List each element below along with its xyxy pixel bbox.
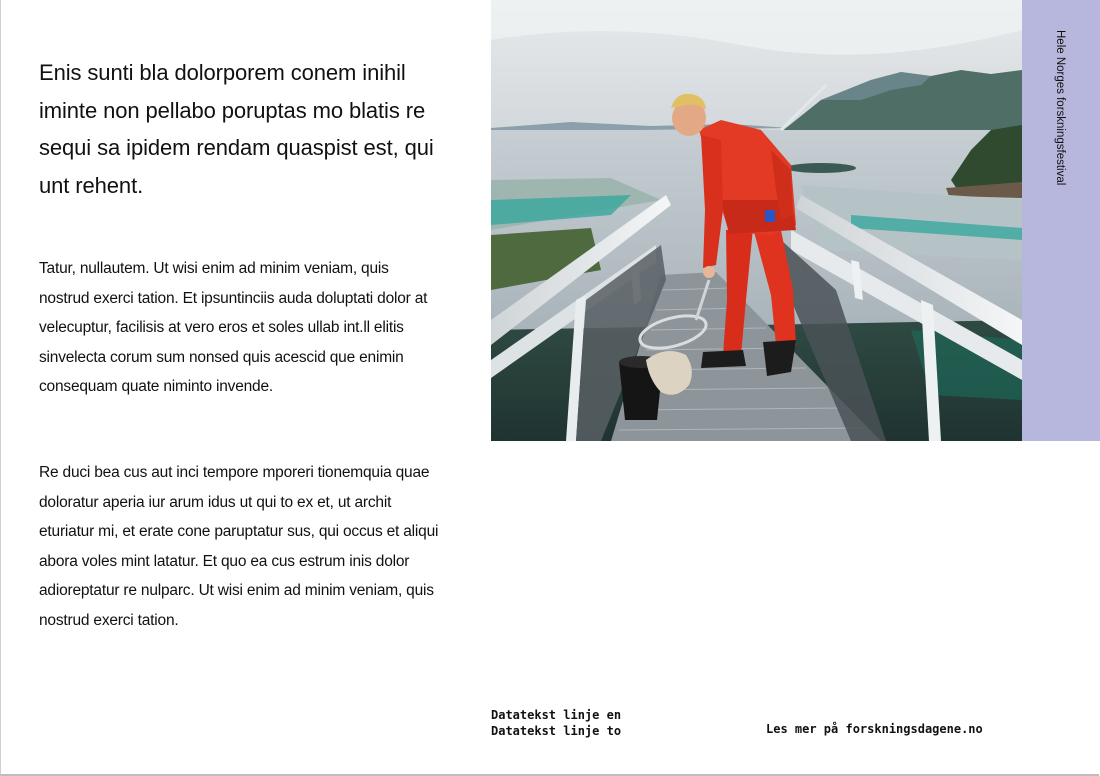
body-paragraph-2: Re duci bea cus aut inci tempore mporeri tionemquia quae doloratur aperia iur arum idus ut qui to ex et, ut archit eturiatur mi, et erate cone paruptatur sus, qui occus et aliqui abora voles mint latatur. Et quo ea cus estrum inis dolor adioreptatur re nulparc. Ut wisi enim ad minim veniam, quis nostrud exerci tation. [39,464,439,629]
side-label: Hele Norges forskningsfestival [1054,30,1066,186]
caption-line-1: Datatekst linje en [491,708,622,722]
lead-paragraph: Enis sunti bla dolorporem conem inihil iminte non pellabo poruptas mo blatis re sequi sa ipidem rendam quaspist est, qui unt rehent. [39,60,434,198]
fish-farm-photo [491,0,1022,441]
photo-caption [491,707,621,739]
read-more-link[interactable]: Les mer på forskningsdagene.no [766,722,983,736]
body-paragraph-1: Tatur, nullautem. Ut wisi enim ad minim veniam, quis nostrud exerci tation. Et ipsuntinciis auda doluptati dolor at velecuptur, facilisis at vero eros et soles ullab int.ll elitis sinvelecta corum sum nonsed quis acescid que enimin consequam quate niminto invende. [39,260,428,396]
caption-line-2: Datatekst linje to [491,724,622,738]
